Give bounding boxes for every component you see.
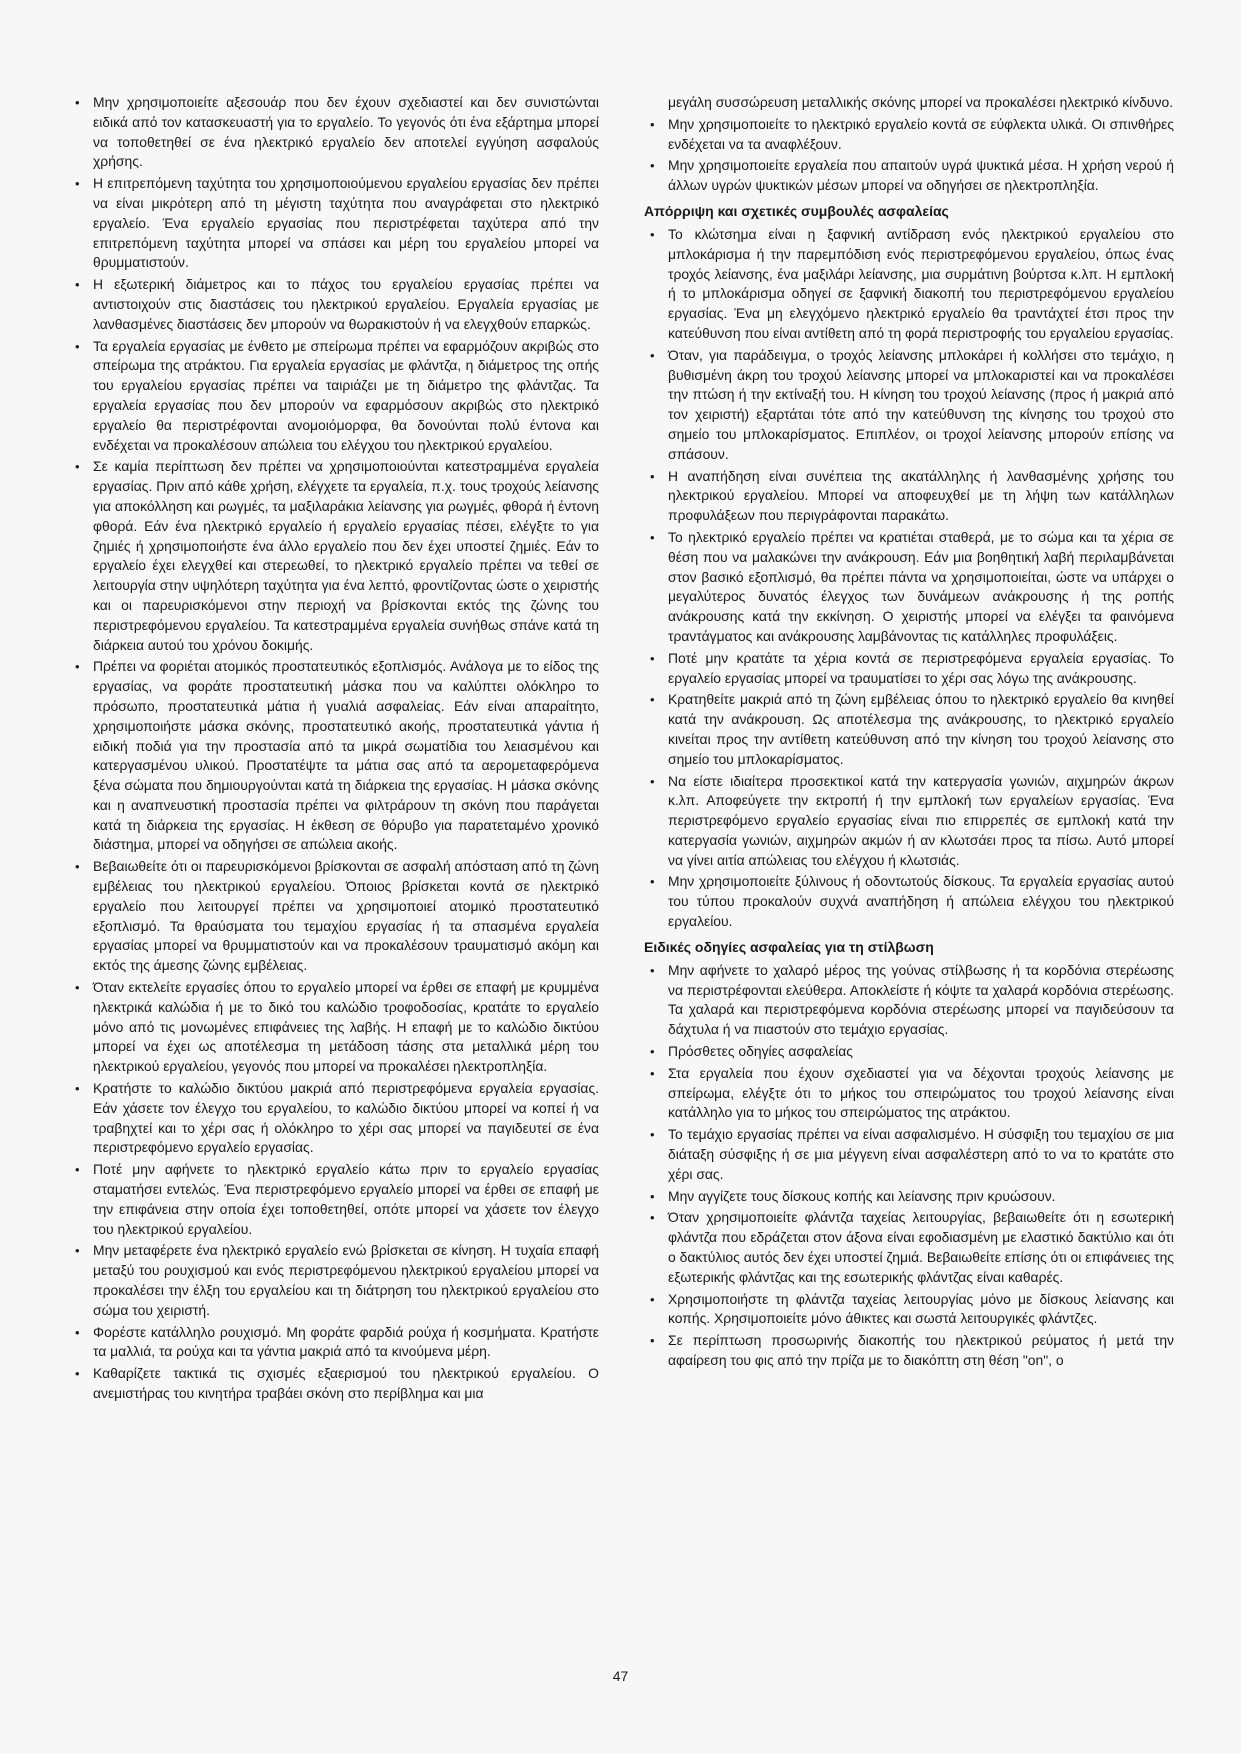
right-safety-list-top — [644, 115, 1174, 196]
list-item: • Μην χρησιμοποιείτε εργαλεία που απαιτούν υγρά ψυκτικά μέσα. Η χρήση νερού ή άλλων υγρών ψυκτικών μέσων μπορεί να οδηγήσει σε ηλεκτροπληξία. — [644, 156, 1174, 196]
list-item: • Στα εργαλεία που έχουν σχεδιαστεί για να δέχονται τροχούς λείανσης με σπείρωμα, ελέγξτε ότι το μήκος του σπειρώματος του τροχού λείανσης είναι κατάλληλο για το μήκος του σπειρώματος της ατράκτου. — [644, 1064, 1174, 1123]
list-item: • Σε περίπτωση προσωρινής διακοπής του ηλεκτρικού ρεύματος ή μετά την αφαίρεση του φις από την πρίζα με το διακόπτη στη θέση "on", ο — [644, 1331, 1174, 1371]
list-item: • Χρησιμοποιήστε τη φλάντζα ταχείας λειτουργίας μόνο με δίσκους λείανσης και κοπής. Χρησιμοποιείτε μόνο άθικτες και σωστά λειτουργικές φλάντζες. — [644, 1290, 1174, 1330]
list-item: • Το ηλεκτρικό εργαλείο πρέπει να κρατιέται σταθερά, με το σώμα και τα χέρια σε θέση που να μαλακώνει την ανάκρουση. Εάν μια βοηθητική λαβή περιλαμβάνεται στον βασικό εξοπλισμό, θα πρέπει πάντα να χρησιμοποιείται, ώστε να υπάρχει ο μεγαλύτερος δυνατός έλεγχος των δυνάμεων ανάκρουσης ή της ροπής ανάκρουσης κατά την εκκίνηση. Ο χειριστής μπορεί να ελέγξει τα φαινόμενα τραντάγματος και ανάκρουσης λαμβάνοντας τις κατάλληλες προφυλάξεις. — [644, 528, 1174, 647]
list-item: • Όταν εκτελείτε εργασίες όπου το εργαλείο μπορεί να έρθει σε επαφή με κρυμμένα ηλεκτρικά καλώδια ή με το δικό του καλώδιο τροφοδοσίας, κρατάτε το εργαλείο μόνο από τις μονωμένες επιφάνειες της λαβής. Η επαφή με το καλώδιο δικτύου μπορεί να έχει ως αποτέλεσμα τη μετάδοση τάσης στα μεταλλικά μέρη του ηλεκτρικού εργαλείου, γεγονός που μπορεί να προκαλέσει ηλεκτροπληξία. — [69, 978, 599, 1077]
list-item: • Όταν, για παράδειγμα, ο τροχός λείανσης μπλοκάρει ή κολλήσει στο τεμάχιο, η βυθισμένη άκρη του τροχού λείανσης μπορεί να μπλοκαριστεί και να προκαλέσει την πτώση ή την εκτίναξή του. Η κίνηση του τροχού λείανσης (προς ή μακριά από τον χειριστή) εξαρτάται τότε από την κατεύθυνση της κίνησης του τροχού στο σημείο του μπλοκαρίσματος. Επιπλέον, οι τροχοί λείανσης μπορούν επίσης να σπάσουν. — [644, 346, 1174, 465]
list-item: • Πρόσθετες οδηγίες ασφαλείας — [644, 1042, 1174, 1062]
list-item: • Όταν χρησιμοποιείτε φλάντζα ταχείας λειτουργίας, βεβαιωθείτε ότι η εσωτερική φλάντζα που εδράζεται στον άξονα είναι εφοδιασμένη με ελαστικό δακτύλιο και ότι ο δακτύλιος αυτός δεν έχει υποστεί ζημιά. Βεβαιωθείτε επίσης ότι οι επιφάνειες της εξωτερικής φλάντζας και της εσωτερικής φλάντζας είναι καθαρές. — [644, 1208, 1174, 1287]
list-item: • Κρατήστε το καλώδιο δικτύου μακριά από περιστρεφόμενα εργαλεία εργασίας. Εάν χάσετε τον έλεγχο του εργαλείου, το καλώδιο δικτύου μπορεί να κοπεί ή να τραβηχτεί και το χέρι σας ή ολόκληρο το χέρι σας μπορεί να παγιδευτεί σε ένα περιστρεφόμενο εργαλείο εργασίας. — [69, 1079, 599, 1158]
kickback-heading: Απόρριψη και σχετικές συμβουλές ασφαλείας — [644, 202, 949, 219]
page-number: 47 — [612, 1668, 629, 1684]
list-item: • Η εξωτερική διάμετρος και το πάχος του εργαλείου εργασίας πρέπει να αντιστοιχούν στις διαστάσεις του ηλεκτρικού εργαλείου. Εργαλεία εργασίας με λανθασμένες διαστάσεις δεν μπορούν να θωρακιστούν ή να ελεγχθούν επαρκώς. — [69, 275, 599, 334]
list-item: • Σε καμία περίπτωση δεν πρέπει να χρησιμοποιούνται κατεστραμμένα εργαλεία εργασίας. Πριν από κάθε χρήση, ελέγχετε τα εργαλεία, π.χ. τους τροχούς λείανσης για αποκόλληση και ρωγμές, τα μαξιλαράκια λείανσης για ρωγμές, φθορά ή έντονη φθορά. Εάν ένα ηλεκτρικό εργαλείο ή εργαλείο εργασίας πέσει, ελέγξτε το για ζημιές ή χρησιμοποιήστε ένα άλλο εργαλείο που δεν έχει υποστεί ζημιές. Εάν το εργαλείο έχει ελεγχθεί και στερεωθεί, το ηλεκτρικό εργαλείο πρέπει να τεθεί σε λειτουργία στην υψηλότερη ταχύτητα για ένα λεπτό, φροντίζοντας ώστε ο χειριστής και οι παρευρισκόμενοι στην περιοχή να βρίσκονται εκτός της ζώνης του περιστρεφόμενου εργαλείου. Τα κατεστραμμένα εργαλεία συνήθως σπάνε κατά τη διάρκεια αυτού του χρόνου δοκιμής. — [69, 457, 599, 655]
list-item: • Μην αγγίζετε τους δίσκους κοπής και λείανσης πριν κρυώσουν. — [644, 1187, 1174, 1207]
list-item: • Πρέπει να φοριέται ατομικός προστατευτικός εξοπλισμός. Ανάλογα με το είδος της εργασίας, να φοράτε προστατευτική μάσκα που να καλύπτει ολόκληρο το πρόσωπο, προστατευτικά μάτια ή γυαλιά ασφαλείας. Εάν είναι απαραίτητο, χρησιμοποιήστε μάσκα σκόνης, προστατευτικό ακοής, προστατευτικά γάντια ή ειδική ποδιά για την προστασία από τα μικρά σωματίδια του λειασμένου και κατεργασμένου υλικού. Προστατέψτε τα μάτια σας από τα αερομεταφερόμενα ξένα σώματα που δημιουργούνται κατά τη διάρκεια της εργασίας. Η μάσκα σκόνης και η αναπνευστική προστασία πρέπει να φιλτράρουν τη σκόνη που παράγεται κατά τη διάρκεια της εργασίας. Η έκθεση σε θόρυβο για παρατεταμένο χρονικό διάστημα, μπορεί να οδηγήσει σε απώλεια ακοής. — [69, 657, 599, 855]
kickback-list — [644, 225, 1174, 932]
list-item: • Μην χρησιμοποιείτε ξύλινους ή οδοντωτούς δίσκους. Τα εργαλεία εργασίας αυτού του τύπου προκαλούν συχνά αναπήδηση ή απώλεια ελέγχου του ηλεκτρικού εργαλείου. — [644, 872, 1174, 931]
list-item: • Φορέστε κατάλληλο ρουχισμό. Μη φοράτε φαρδιά ρούχα ή κοσμήματα. Κρατήστε τα μαλλιά, τα ρούχα και τα γάντια μακριά από τα κινούμενα μέρη. — [69, 1323, 599, 1363]
continued-paragraph: μεγάλη συσσώρευση μεταλλικής σκόνης μπορεί να προκαλέσει ηλεκτρικό κίνδυνο. — [668, 94, 1174, 110]
left-column — [69, 93, 599, 1406]
list-item: • Κρατηθείτε μακριά από τη ζώνη εμβέλειας όπου το ηλεκτρικό εργαλείο θα κινηθεί κατά την ανάκρουση. Ως αποτέλεσμα της ανάκρουσης, το ηλεκτρικό εργαλείο κινείται προς την αντίθετη κατεύθυνση από την κίνηση του τροχού λείανσης στο σημείο του μπλοκαρίσματος. — [644, 690, 1174, 769]
list-item: • Μην μεταφέρετε ένα ηλεκτρικό εργαλείο ενώ βρίσκεται σε κίνηση. Η τυχαία επαφή μεταξύ του ρουχισμού και ενός περιστρεφόμενου ηλεκτρικού εργαλείου μπορεί να προκαλέσει την έλξη του εργαλείου και τη διάτρηση του ηλεκτρικού εργαλείου στο σώμα του χειριστή. — [69, 1241, 599, 1320]
list-item: • Μην χρησιμοποιείτε το ηλεκτρικό εργαλείο κοντά σε εύφλεκτα υλικά. Οι σπινθήρες ενδέχεται να τα αναφλέξουν. — [644, 115, 1174, 155]
list-item: • Μην χρησιμοποιείτε αξεσουάρ που δεν έχουν σχεδιαστεί και δεν συνιστώνται ειδικά από τον κατασκευαστή για το εργαλείο. Το γεγονός ότι ένα εξάρτημα μπορεί να τοποθετηθεί σε ένα ηλεκτρικό εργαλείο δεν αποτελεί εγγύηση ασφαλούς χρήσης. — [69, 93, 599, 172]
list-item: • Βεβαιωθείτε ότι οι παρευρισκόμενοι βρίσκονται σε ασφαλή απόσταση από τη ζώνη εμβέλειας του ηλεκτρικού εργαλείου. Όποιος βρίσκεται κοντά σε ηλεκτρικό εργαλείο που λειτουργεί πρέπει να χρησιμοποιεί ατομικό προστατευτικό εξοπλισμό. Τα θραύσματα του τεμαχίου εργασίας ή τα σπασμένα εργαλεία εργασίας μπορεί να θρυμματιστούν και να προκαλέσουν τραυματισμό ακόμη και εκτός της άμεσης ζώνης εμβέλειας. — [69, 857, 599, 976]
polishing-heading: Ειδικές οδηγίες ασφαλείας για τη στίλβωση — [644, 938, 934, 955]
left-safety-list — [69, 93, 599, 1404]
list-item: • Μην αφήνετε το χαλαρό μέρος της γούνας στίλβωσης ή τα κορδόνια στερέωσης να περιστρέφονται ελεύθερα. Αποκλείστε ή κόψτε τα χαλαρά κορδόνια στερέωσης. Τα χαλαρά και περιστρεφόμενα κορδόνια στερέωσης μπορεί να παγιδεύσουν τα δάχτυλα ή να πιαστούν στο τεμάχιο εργασίας. — [644, 961, 1174, 1040]
list-item: • Το τεμάχιο εργασίας πρέπει να είναι ασφαλισμένο. Η σύσφιξη του τεμαχίου σε μια διάταξη σύσφιξης ή σε μια μέγγενη είναι ασφαλέστερη από το να το κρατάτε στο χέρι σας. — [644, 1125, 1174, 1184]
list-item: • Ποτέ μην κρατάτε τα χέρια κοντά σε περιστρεφόμενα εργαλεία εργασίας. Το εργαλείο εργασίας μπορεί να τραυματίσει το χέρι σας λόγω της ανάκρουσης. — [644, 649, 1174, 689]
list-item: • Το κλώτσημα είναι η ξαφνική αντίδραση ενός ηλεκτρικού εργαλείου στο μπλοκάρισμα ή την παρεμπόδιση ενός περιστρεφόμενου εργαλείου, όπως ένας τροχός λείανσης, ένα μαξιλάρι λείανσης, μια συρμάτινη βούρτσα κ.λπ. Η εμπλοκή ή το μπλοκάρισμα οδηγεί σε ξαφνική διακοπή του περιστρεφόμενου εργαλείου εργασίας. Ένα μη ελεγχόμενο ηλεκτρικό εργαλείο θα τραντάχτεί έτσι προς την κατεύθυνση που είναι αντίθετη από τη φορά περιστροφής του εργαλείου εργασίας. — [644, 225, 1174, 344]
list-item: • Ποτέ μην αφήνετε το ηλεκτρικό εργαλείο κάτω πριν το εργαλείο εργασίας σταματήσει εντελώς. Ένα περιστρεφόμενο εργαλείο μπορεί να έρθει σε επαφή με την επιφάνεια στην οποία έχει τοποθετηθεί, οπότε μπορεί να χάσετε τον έλεγχο του ηλεκτρικού εργαλείου. — [69, 1160, 599, 1239]
polishing-list — [644, 961, 1174, 1371]
list-item: • Να είστε ιδιαίτερα προσεκτικοί κατά την κατεργασία γωνιών, αιχμηρών άκρων κ.λπ. Αποφεύγετε την εκτροπή ή την εμπλοκή των εργαλείων εργασίας. Ένα περιστρεφόμενο εργαλείο εργασίας είναι πιο επιρρεπές σε εμπλοκή κατά την κατεργασία γωνιών, αιχμηρών ακμών ή αν κλωτσάει προς τα πίσω. Αυτό μπορεί να γίνει αιτία απώλειας του ελέγχου ή κλωτσιάς. — [644, 772, 1174, 871]
list-item: • Η αναπήδηση είναι συνέπεια της ακατάλληλης ή λανθασμένης χρήσης του ηλεκτρικού εργαλείου. Μπορεί να αποφευχθεί με τη λήψη των κατάλληλων προφυλάξεων που περιγράφονται παρακάτω. — [644, 467, 1174, 526]
list-item: • Η επιτρεπόμενη ταχύτητα του χρησιμοποιούμενου εργαλείου εργασίας δεν πρέπει να είναι μικρότερη από τη μέγιστη ταχύτητα που αναγράφεται στο ηλεκτρικό εργαλείο. Ένα εργαλείο εργασίας που περιστρέφεται ταχύτερα από την επιτρεπόμενη ταχύτητα μπορεί να σπάσει και μέρη του εργαλείου μπορεί να θρυμματιστούν. — [69, 174, 599, 273]
right-column — [644, 93, 1174, 1373]
list-item: • Τα εργαλεία εργασίας με ένθετο με σπείρωμα πρέπει να εφαρμόζουν ακριβώς στο σπείρωμα της ατράκτου. Για εργαλεία εργασίας με φλάντζα, η διάμετρος της οπής του εργαλείου εργασίας πρέπει να ταιριάζει με τη διάμετρο της φλάντζας. Τα εργαλεία εργασίας που δεν μπορούν να εφαρμόσουν ακριβώς στο ηλεκτρικό εργαλείο θα περιστρέφονται ανομοιόμορφα, θα δονούνται πολύ έντονα και ενδέχεται να προκαλέσουν απώλεια του ελέγχου του ηλεκτρικού εργαλείου. — [69, 337, 599, 456]
list-item: • Καθαρίζετε τακτικά τις σχισμές εξαερισμού του ηλεκτρικού εργαλείου. Ο ανεμιστήρας του κινητήρα τραβάει σκόνη στο περίβλημα και μια — [69, 1364, 599, 1404]
